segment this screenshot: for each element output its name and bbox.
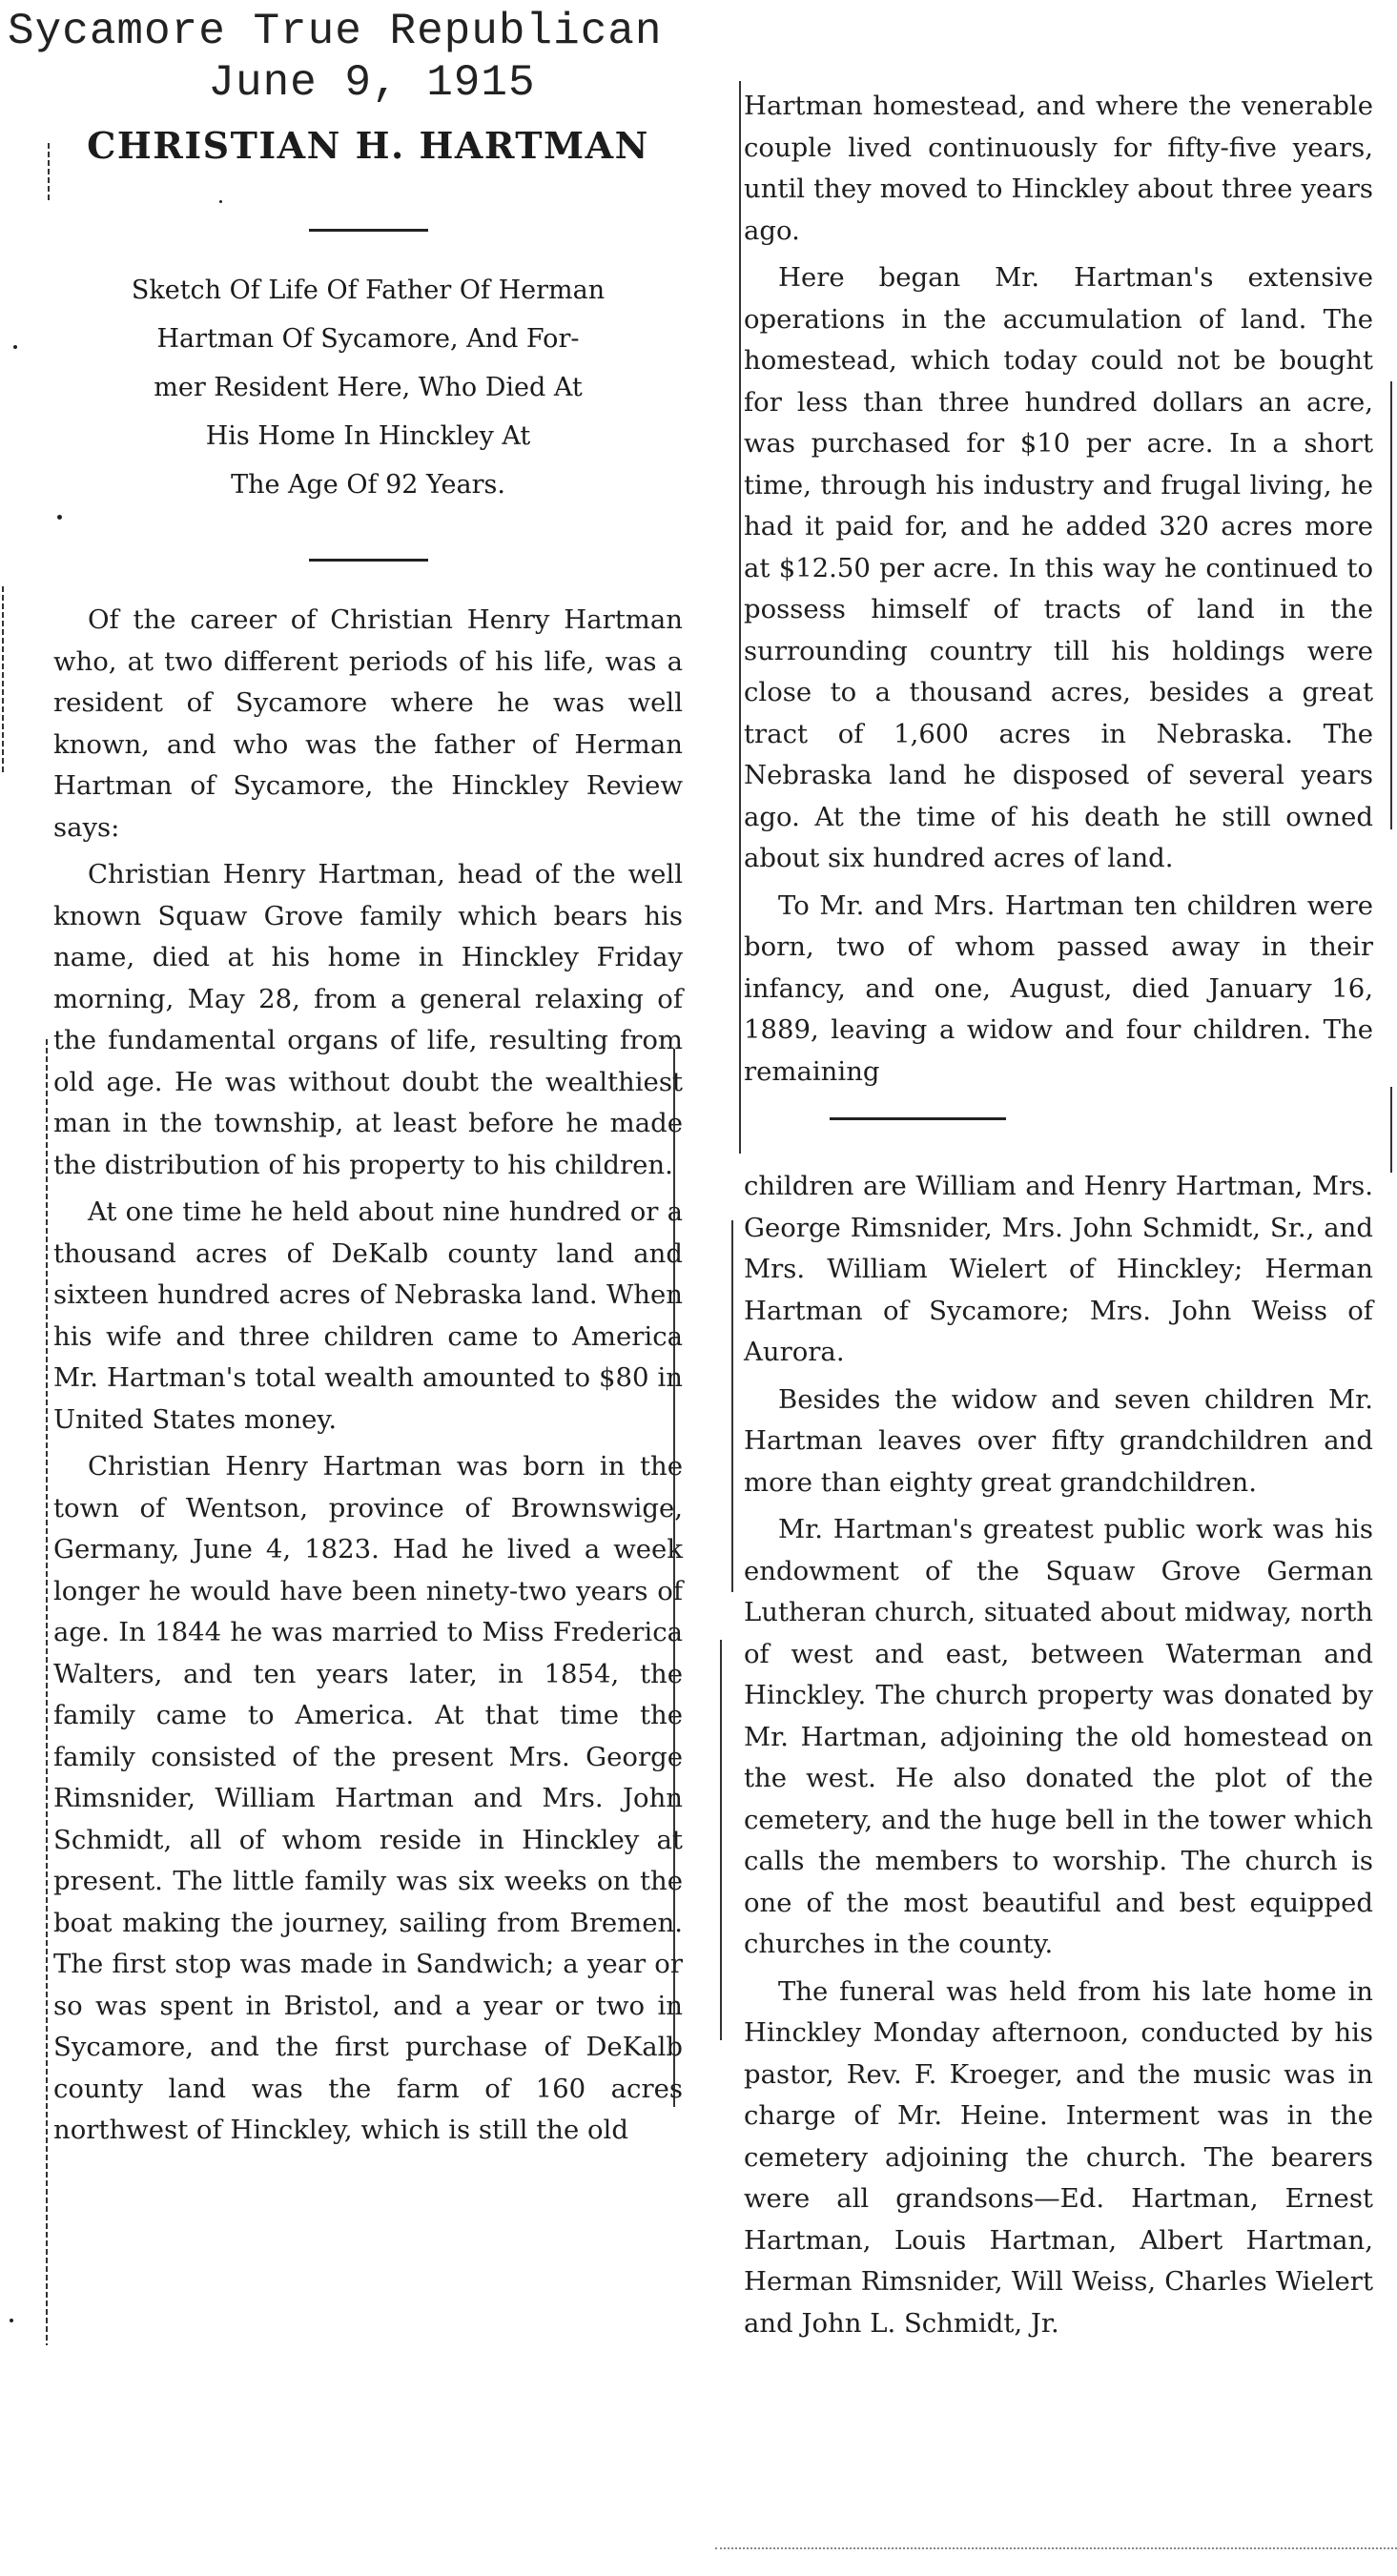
clipping-edge-title bbox=[48, 143, 50, 200]
section-divider bbox=[830, 1117, 1006, 1120]
paragraph: Christian Henry Hartman was born in the town of Wentson, province of Brownswige, Germany, June 4, 1823. Had he lived a week longer he would have been ninety-two years of age. In 1844 he was married to Miss Frederica Walters, and ten years later, in 1854, the family came to America. At that time the family consisted of the present Mrs. George Rimsnider, William Hartman and Mrs. John Schmidt, all of whom reside in Hinckley at present. The little family was six weeks on the boat making the journey, sailing from Bremen. The first stop was made in Sandwich; a year or so was spent in Bristol, and a year or two in Sycamore, and the first purchase of DeKalb county land was the farm of 160 acres northwest of Hinckley, which is still the old bbox=[53, 1451, 683, 2145]
scan-speck bbox=[13, 345, 17, 349]
clipping-edge-left bbox=[46, 1039, 48, 2345]
clipping-edge-left-top bbox=[2, 586, 4, 772]
paragraph: Of the career of Christian Henry Hartman who, at two different periods of his life, was a resident of Sycamore where he was well known, and who was the father of Herman Hartman of Sycamore, the Hinckley Review says: bbox=[53, 604, 683, 843]
column-rule-lower-2 bbox=[720, 1640, 722, 2040]
paragraph: Hartman homestead, and where the venerable couple lived continuously for fifty-five years, until they moved to Hinckley about three years ago. bbox=[744, 91, 1373, 246]
paragraph: children are William and Henry Hartman, Mrs. George Rimsnider, Mrs. John Schmidt, Sr., and Mrs. William Wielert of Hinckley; Herman Hartman of Sycamore; Mrs. John Weiss of Aurora. bbox=[744, 1171, 1373, 1367]
column-rule-right bbox=[739, 81, 741, 1154]
paragraph: Mr. Hartman's greatest public work was his endowment of the Squaw Grove German Lutheran church, situated about midway, north of west and east, between Waterman and Hinckley. The church property was donated by Mr. Hartman, adjoining the old homestead on the west. He also donated the plot of the cemetery, and the huge bell in the tower which calls the members to worship. The church is one of the most beautiful and best equipped churches in the county. bbox=[744, 1514, 1373, 1959]
publication-date: June 9, 1915 bbox=[208, 58, 536, 108]
clipping-edge-bottom bbox=[715, 2547, 1397, 2549]
masthead bbox=[0, 6, 725, 109]
scan-speck bbox=[57, 515, 62, 520]
right-column bbox=[744, 86, 1373, 2350]
paragraph: At one time he held about nine hundred or a thousand acres of DeKalb county land and sixteen hundred acres of Nebraska land. When his wife and three children came to America Mr. Hartman's total wealth amounted to $80 in United States money. bbox=[53, 1196, 683, 1435]
paragraph: The funeral was held from his late home in Hinckley Monday afternoon, conducted by his pastor, Rev. F. Kroeger, and the music was in charge of Mr. Heine. Interment was in the cemetery adjoining the church. The bearers were all grandsons—Ed. Hartman, Ernest Hartman, Louis Hartman, Albert Hartman, Herman Rimsnider, Will Weiss, Charles Wielert and John L. Schmidt, Jr. bbox=[744, 1975, 1373, 2339]
column-rule-lower bbox=[731, 1220, 733, 1592]
deck-line: Sketch Of Life Of Father Of Herman bbox=[131, 276, 606, 305]
deck-rule bbox=[309, 559, 428, 562]
deck-line: The Age Of 92 Years. bbox=[231, 470, 505, 500]
paragraph: Besides the widow and seven children Mr. Hartman leaves over fifty grandchildren and more than eighty great grandchildren. bbox=[744, 1383, 1373, 1498]
clipping-edge-right bbox=[1390, 381, 1392, 829]
scan-speck bbox=[219, 200, 222, 203]
scan-speck bbox=[10, 2319, 13, 2322]
deck-line: His Home In Hinckley At bbox=[205, 421, 531, 451]
article-title: CHRISTIAN H. HARTMAN bbox=[87, 124, 649, 167]
newspaper-name: Sycamore True Republican bbox=[8, 7, 663, 56]
paragraph: To Mr. and Mrs. Hartman ten children were born, two of whom passed away in their infancy, and one, August, died January 16, 1889, leaving a widow and four children. The remaining bbox=[744, 889, 1373, 1087]
article-deck bbox=[53, 266, 683, 509]
clipping-edge-right-2 bbox=[1390, 1087, 1392, 1173]
deck-line: Hartman Of Sycamore, And For- bbox=[156, 324, 580, 354]
left-column bbox=[53, 114, 683, 2157]
paragraph: Christian Henry Hartman, head of the well known Squaw Grove family which bears his name, died at his home in Hinckley Friday morning, May 28, from a general relaxing of the fundamental organs of life, resulting from old age. He was without doubt the wealthiest man in the township, at least before he made the distribution of his property to his children. bbox=[53, 859, 683, 1180]
paragraph: Here began Mr. Hartman's extensive operations in the accumulation of land. The homestead, which today could not be bought for less than three hundred dollars an acre, was purchased for $10 per acre. In a short time, through his industry and frugal living, he had it paid for, and he added 320 acres more at $12.50 per acre. In this way he continued to possess himself of tracts of land in the surrounding country till his holdings were close to a thousand acres, besides a great tract of 1,600 acres in Nebraska. The Nebraska land he disposed of several years ago. At the time of his death he still owned about six hundred acres of land. bbox=[744, 262, 1373, 873]
deck-line: mer Resident Here, Who Died At bbox=[154, 373, 583, 402]
title-rule bbox=[309, 229, 428, 232]
